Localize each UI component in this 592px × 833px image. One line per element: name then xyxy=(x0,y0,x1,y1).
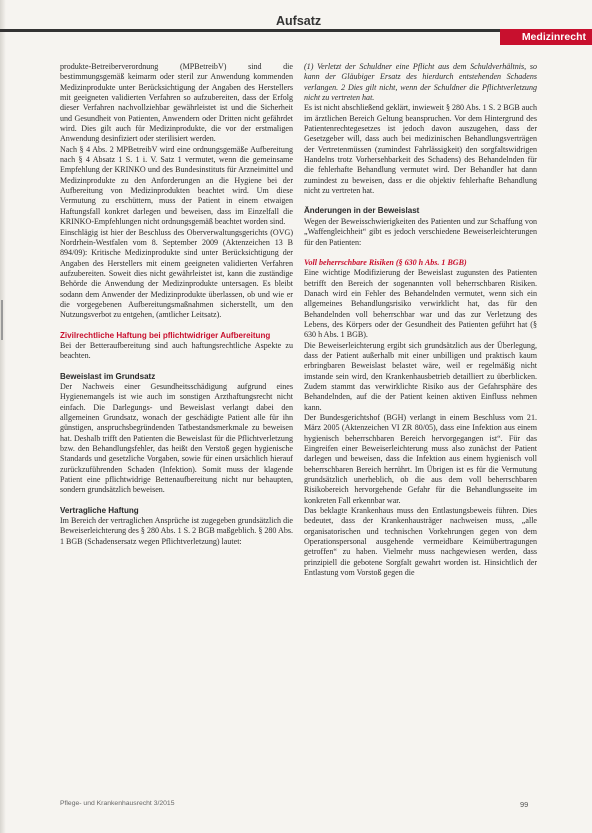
right-paragraph-6: Das beklagte Krankenhaus muss den Entlastungsbeweis führen. Dies bedeutet, dass der Krankenhausträger nachweisen muss, „alle organisatorischen und technischen Vorkehrungen gegen von dem Operationspersonal ausgehende vermeidbare Keimübertragungen getroffen“ zu haben. Vielmehr muss nachgewiesen werden, dass prinzipiell die gebotene Sorgfalt gewahrt worden ist. Hinsichtlich der Entlastung vom Vorstoß gegen die xyxy=(304,506,537,578)
binder-mark xyxy=(1,300,3,340)
category-tag: Medizinrecht xyxy=(500,29,592,45)
left-paragraph-4: Bei der Betteraufbereitung sind auch haftungsrechtliche Aspekte zu beachten. xyxy=(60,340,293,361)
right-paragraph-1: Es ist nicht abschließend geklärt, inwieweit § 280 Abs. 1 S. 2 BGB auch im ärztlichen Bereich Geltung beanspruchen. Vor dem Hintergrund des Patientenrechtegesetzes ist jedoch davon auszugehen, dass der Gesetzgeber will, dass auch bei medizinischen Behandlungsverträgen der Vertretenmüssen (zumindest Fahrlässigkeit) den sorgfaltswidrigen Handelns trotz Vorhersehbarkeit des Schadens) des Behandelnden für die fehlerhafte Behandlung vermutet wird. Der Behandler hat dann zumindest zu beweisen, dass er die objektiv fehlerhafte Behandlung nicht zu vertreten hat. xyxy=(304,103,537,196)
left-paragraph-1: produkte-Betreiberverordnung (MPBetreibV) sind die bestimmungsgemäß keimarm oder steril zur Anwendung kommenden Medizinprodukte unter Berücksichtigung der Angaben des Herstellers mit geeigneten validierten Verfahren so aufzubereiten, dass der Erfolg dieser Verfahren nachvollziehbar gewährleistet ist und die Sicherheit und Gesundheit von Patienten, Anwendern oder Dritten nicht gefährdet wird. Dies gilt auch für Medizinprodukte, die vor der erstmaligen Anwendung desinfiziert oder sterilisiert werden. xyxy=(60,62,293,144)
left-paragraph-2: Nach § 4 Abs. 2 MPBetreibV wird eine ordnungsgemäße Aufbereitung nach § 4 Absatz 1 S. 1 i. V. Satz 1 vermutet, wenn die gemeinsame Empfehlung der KRINKO und des Bundesinstituts für Arzneimittel und Medizinprodukte zu den Anforderungen an die Hygiene bei der Aufbereitung von Medizinprodukten beachtet wird. Um diese Vermutung zu erschüttern, muss der Patient in einem etwaigen Haftungsfall konkret darlegen und beweisen, dass im Einzelfall die KRINKO-Empfehlungen nicht ordnungsgemäß beachtet worden sind. xyxy=(60,144,293,227)
heading-vertragliche-haftung: Vertragliche Haftung xyxy=(60,505,139,515)
left-column xyxy=(60,62,293,547)
heading-aenderungen-beweislast: Änderungen in der Beweislast xyxy=(304,206,420,216)
header-rule xyxy=(0,29,500,32)
page-header xyxy=(0,0,592,42)
left-paragraph-3: Einschlägig ist hier der Beschluss des Oberverwaltungsgerichts (OVG) Nordrhein-Westfalen vom 8. September 2009 (Aktenzeichen 13 B 894/09): Kritische Medizinprodukte sind unter Berücksichtigung der Angaben des Herstellers mit einem geeigneten validierten Verfahren aufzubereiten. Soweit dies nicht gewährleistet ist, kann die zuständige Behörde die Anwendung der Medizinprodukte untersagen. Es bleibt sodann dem Anwender der Medizinprodukte überlassen, ob und wie er die vorgegebenen Aufbereitungsmaßnahmen sicherstellt, um den Nutzungsverbot zu entgehen, (amtlicher Leitsatz). xyxy=(60,227,293,320)
page-edge-shadow xyxy=(0,0,6,833)
footer-journal: Pflege- und Krankenhausrecht 3/2015 xyxy=(60,800,175,807)
right-paragraph-4: Die Beweiserleichterung ergibt sich grundsätzlich aus der Überlegung, dass der Patient außerhalb mit einer unbilligen und praktisch kaum erbringbaren Beweislast belastet wäre, weil er regelmäßig nicht imstande sein wird, den Krankenhausbetrieb detailliert zu überblicken. Zudem stammt das verwirklichte Risiko aus der Gefahrsphäre des Behandelnden, auf die der Patient keinen aktiven Einfluss nehmen kann. xyxy=(304,340,537,412)
right-paragraph-2: Wegen der Beweisschwierigkeiten des Patienten und zur Schaffung von „Waffengleichheit“ gibt es jedoch verschiedene Beweiserleichterungen für den Patienten: xyxy=(304,216,537,247)
section-title: Aufsatz xyxy=(276,14,322,28)
left-paragraph-5: Der Nachweis einer Gesundheitsschädigung aufgrund eines Hygienemangels ist wie auch im sonstigen Arzthaftungsrecht nicht einfach. Die Darlegungs- und Beweislast verlangt dabei den allgemeinen Grundsatz, wonach der geschädigte Patient alle für ihn günstigen, anspruchsbegründenden Tatbestandsmerkmale zu beweisen hat. Deshalb trifft den Patienten die Beweislast für die Pflichtverletzung bzw. den Behandlungsfehler, das heißt den Verstoß gegen hygienische Standards und gesetzliche Vorgaben, sowie für einen ursächlich hierauf zurückzuführenden Schaden (Infektion). Somit muss der klagende Patient eine pflichtwidrige Bettenaufbereitung nicht nur behaupten, sondern grundsätzlich beweisen. xyxy=(60,381,293,495)
heading-zivilrechtliche-haftung: Zivilrechtliche Haftung bei pflichtwidriger Aufbereitung xyxy=(60,330,271,340)
heading-beweislast: Beweislast im Grundsatz xyxy=(60,371,156,381)
right-paragraph-3: Eine wichtige Modifizierung der Beweislast zugunsten des Patienten betrifft den Bereich der sogenannten voll beherrschbaren Risiken. Danach wird ein Fehler des Behandelnden vermutet, wenn sich ein allgemeines Behandlungsrisiko verwirklicht hat, das für den Behandelnden voll beherrschbar war und das zur Verletzung des Lebens, des Körpers oder der Gesundheit des Patienten geführt hat (§ 630 h Abs. 1 BGB). xyxy=(304,268,537,340)
heading-voll-beherrschbare-risiken: Voll beherrschbare Risiken (§ 630 h Abs. 1 BGB) xyxy=(304,257,467,267)
statute-quote: (1) Verletzt der Schuldner eine Pflicht aus dem Schuldverhältnis, so kann der Gläubiger Ersatz des hierdurch entstehenden Schadens verlangen. 2 Dies gilt nicht, wenn der Schuldner die Pflichtverletzung nicht zu vertreten hat. xyxy=(304,62,537,103)
left-paragraph-6: Im Bereich der vertraglichen Ansprüche ist zugegeben grundsätzlich die Beweiserleichterung des § 280 Abs. 1 S. 2 BGB maßgeblich. § 280 Abs. 1 BGB (Schadensersatz wegen Pflichtverletzung) lautet: xyxy=(60,516,293,546)
page-number: 99 xyxy=(520,800,529,809)
right-paragraph-5: Der Bundesgerichtshof (BGH) verlangt in einem Beschluss vom 21. März 2005 (Aktenzeichen VI ZR 80/05), dass eine Infektion aus einem hygienisch beherrschbaren Bereich hervorgegangen ist“. Für das Eingreifen einer Beweiserleichterung muss also zunächst der Patient darlegen und beweisen, dass die Infektion aus einem hygienisch voll beherrschbaren Bereich herrührt. Im Übrigen ist es für die Vermutung grundsätzlich unerheblich, ob die aus dem voll beherrschbaren Risikobereich hervorgehende Gefahr für die Behandlungsseite im konkreten Fall erkennbar war. xyxy=(304,413,537,505)
right-column xyxy=(304,62,537,579)
